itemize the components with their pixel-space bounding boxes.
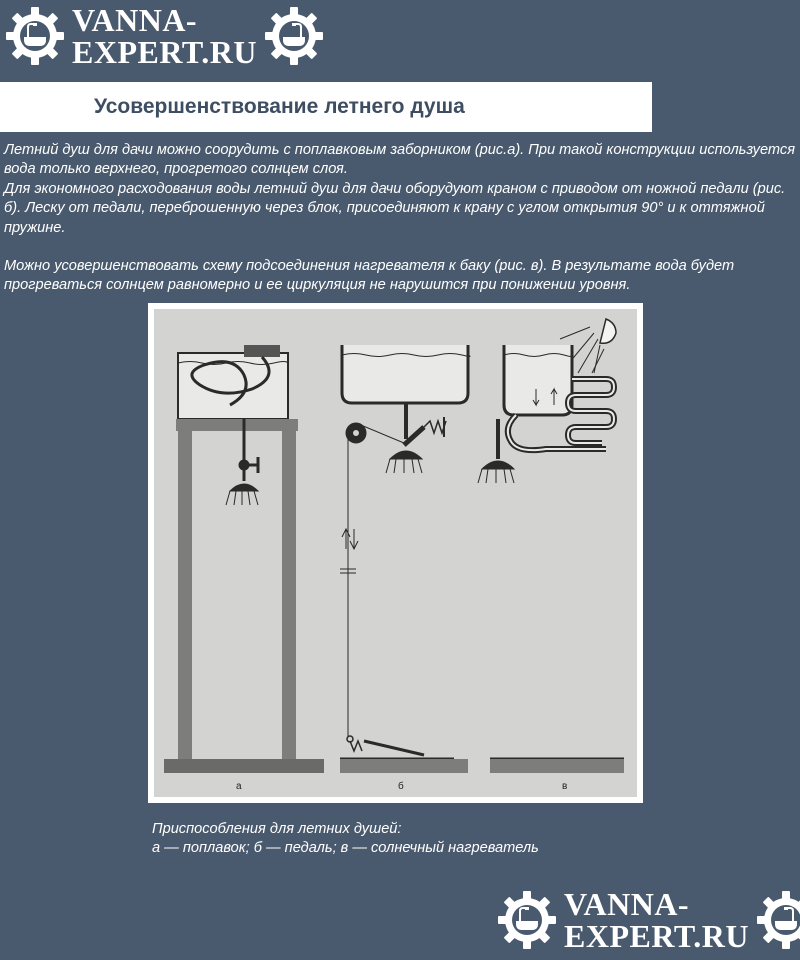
gear-bathtub-icon bbox=[263, 5, 325, 67]
shower-diagram-figure bbox=[148, 303, 643, 803]
figure-caption bbox=[152, 820, 539, 858]
logo-text-line1: VANNA- bbox=[72, 2, 198, 38]
title-bar bbox=[0, 82, 652, 132]
page-title: Усовершенствование летнего душа bbox=[94, 95, 465, 118]
logo-text-line2: EXPERT.RU bbox=[72, 34, 258, 70]
shower-diagram bbox=[154, 309, 637, 797]
site-logo-top[interactable] bbox=[4, 4, 325, 68]
site-logo-bottom[interactable] bbox=[496, 888, 800, 952]
paragraph-spacer bbox=[4, 238, 796, 257]
paragraph-3: Можно усовершенствовать схему подсоединения нагревателя к баку (рис. в). В результате вода будет прогреваться солнцем равномерно и ее циркуляция не нарушится при понижении уровня. bbox=[4, 258, 735, 294]
gear-bathtub-icon bbox=[496, 889, 558, 951]
figure-label-a: а bbox=[236, 781, 242, 792]
logo-text bbox=[564, 888, 749, 952]
logo-text-line1: VANNA- bbox=[564, 886, 690, 922]
figure-label-b: б bbox=[398, 781, 404, 792]
paragraph-2: Для экономного расходования воды летний душ для дачи оборудуют краном с приводом от ножной педали (рис. б). Леску от педали, переброшенную через блок, присоединяют к крану с углом открытия 90° и к оттяжной пружине. bbox=[4, 180, 786, 236]
caption-line-2: а — поплавок; б — педаль; в — солнечный нагреватель bbox=[152, 840, 539, 856]
logo-text bbox=[72, 4, 257, 68]
gear-bathtub-icon bbox=[4, 5, 66, 67]
paragraph-1: Летний душ для дачи можно соорудить с поплавковым заборником (рис.а). При такой конструкции используется вода только верхнего, прогретого солнцем слоя. bbox=[4, 142, 795, 178]
caption-line-1: Приспособления для летних душей: bbox=[152, 821, 402, 837]
logo-text-line2: EXPERT.RU bbox=[564, 918, 750, 954]
figure-label-c: в bbox=[562, 781, 568, 792]
article-text bbox=[4, 141, 796, 296]
gear-bathtub-icon bbox=[755, 889, 800, 951]
